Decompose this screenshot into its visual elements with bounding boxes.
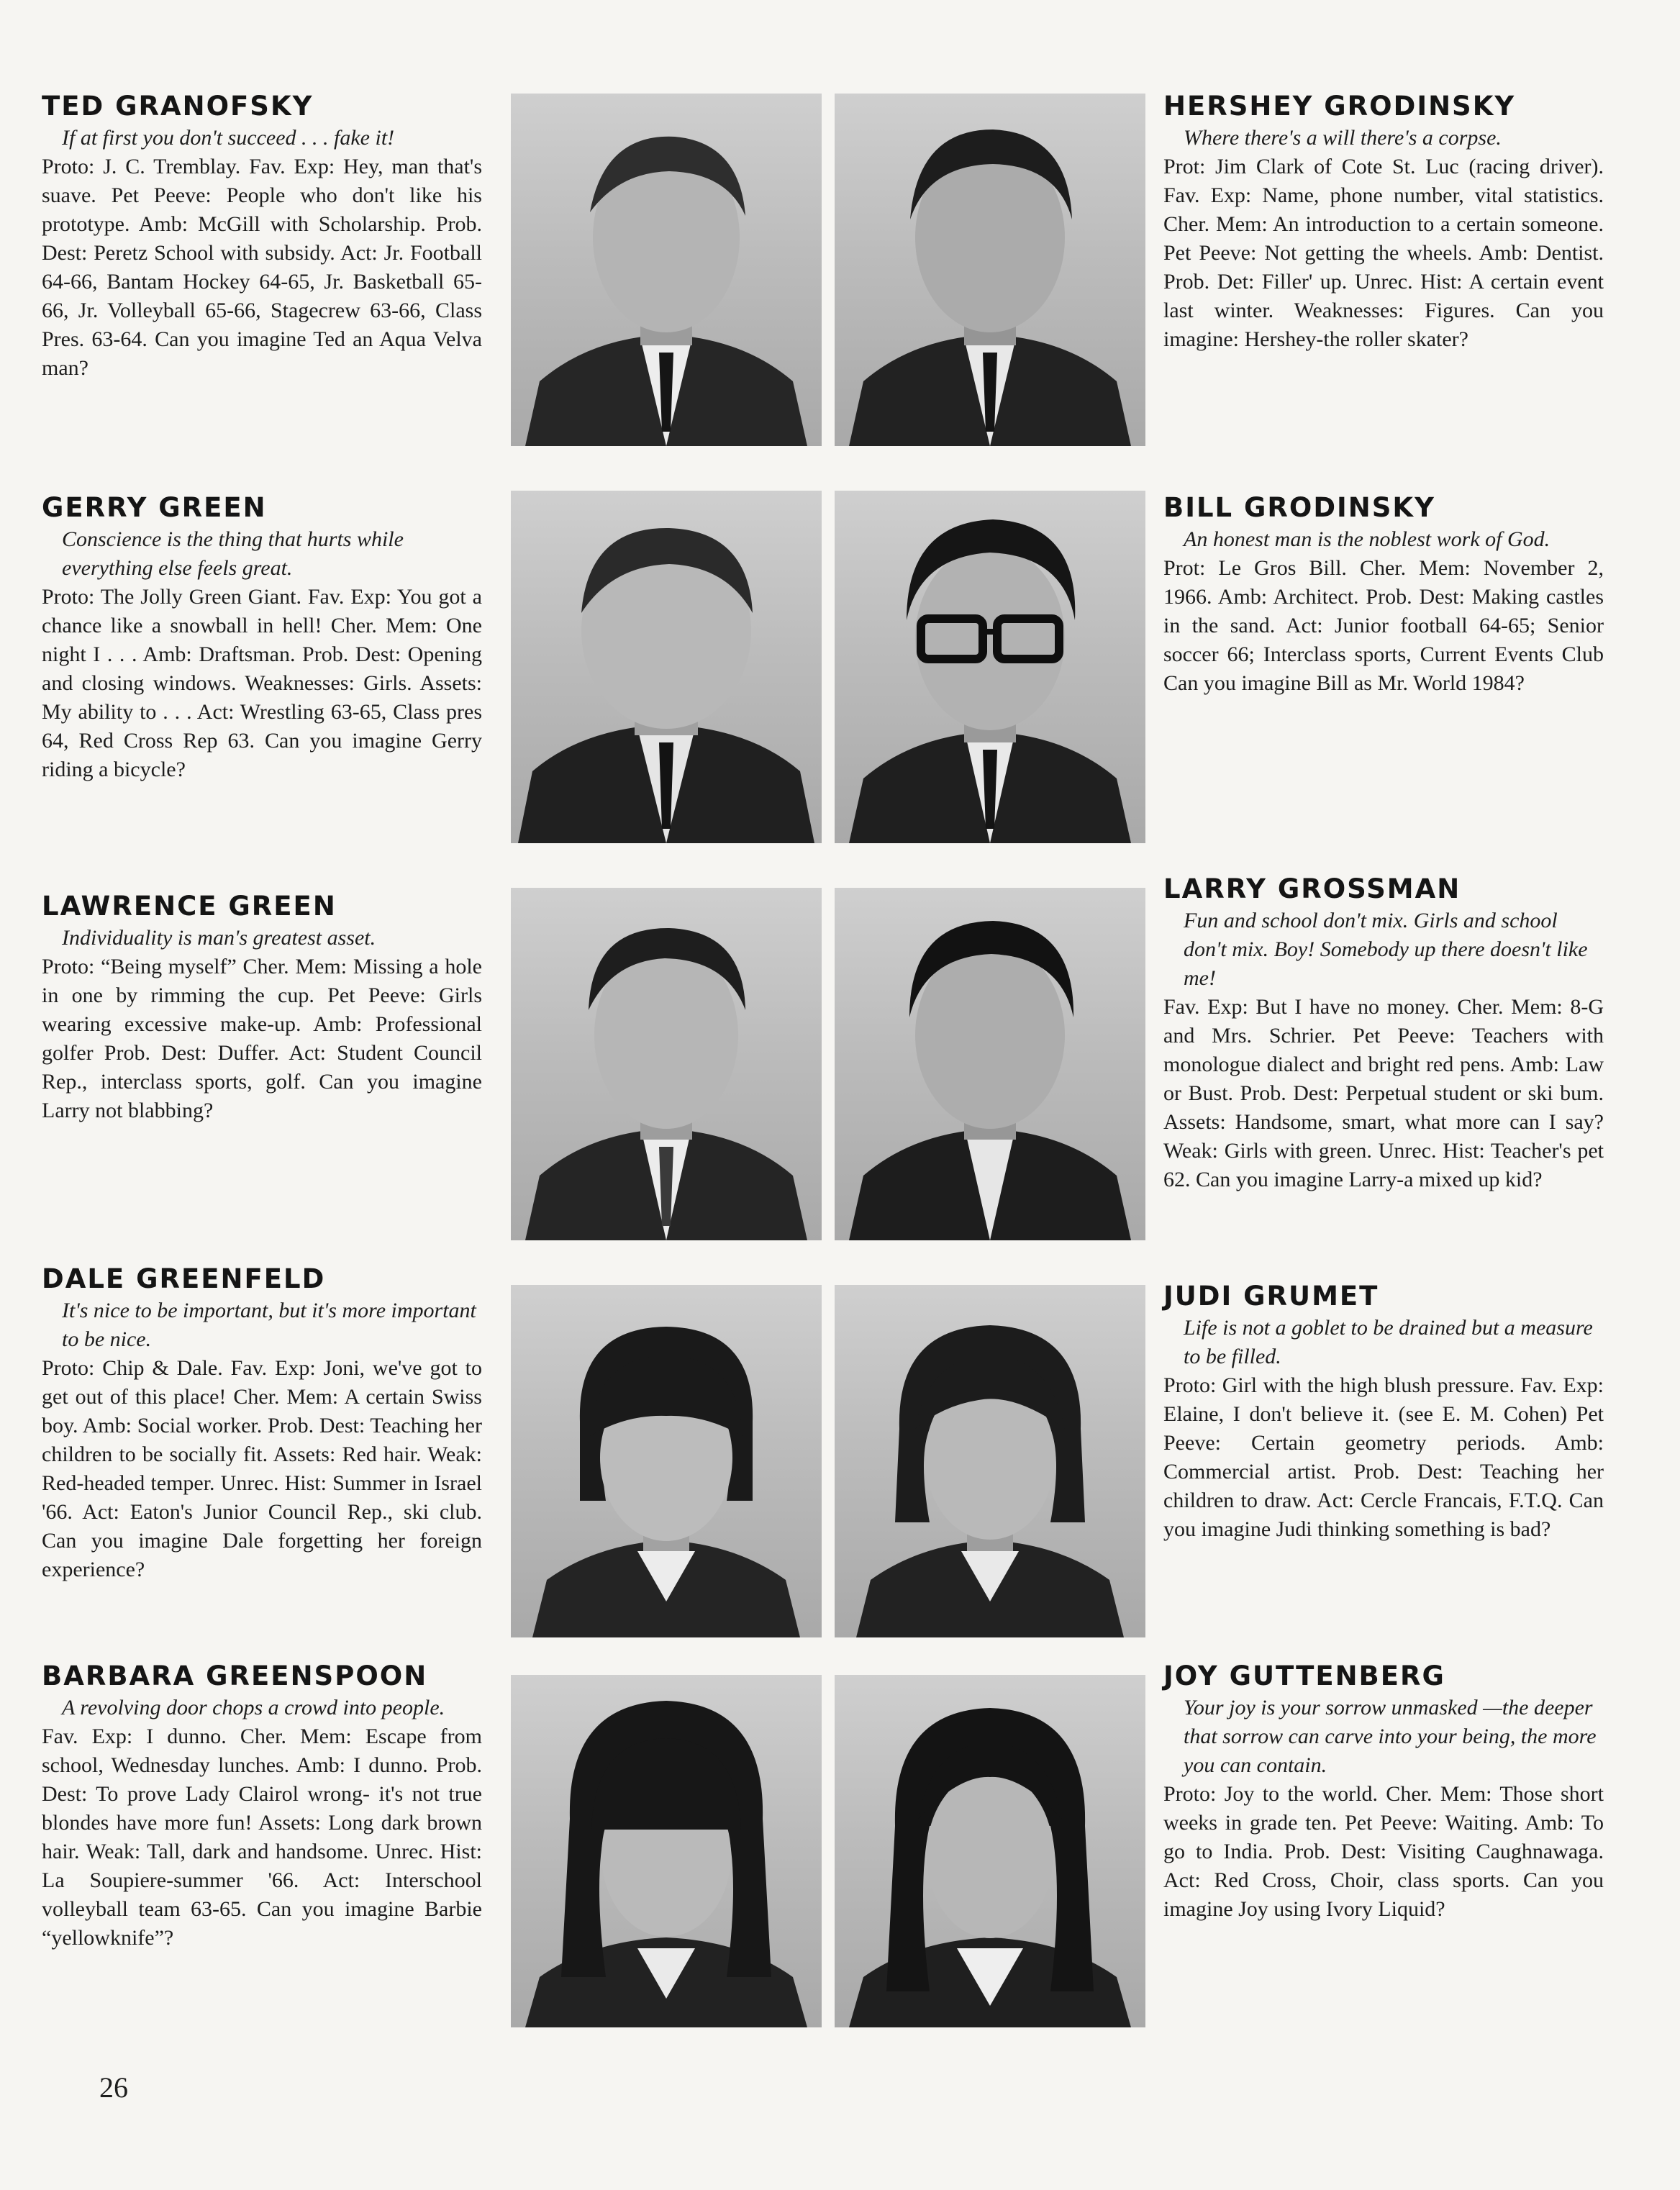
student-name: JUDI GRUMET bbox=[1163, 1281, 1379, 1312]
student-bio: Proto: Girl with the high blush pressure. Fav. Exp: Elaine, I don't believe it. (see E. M. Cohen) Pet Peeve: Certain geometry periods. Amb: Commercial artist. Prob. Dest: Teaching her children to draw. Act: Cercle Francais, F.T.Q. Can you imagine Judi thinking something is bad? bbox=[1163, 1373, 1604, 1541]
student-bio: Fav. Exp: I dunno. Cher. Mem: Escape from school, Wednesday lunches. Amb: I dunno. Prob. Dest: To prove Lady Clairol wrong- it's not true blondes have more fun! Assets: Long dark brown hair. Weak: Tall, dark and handsome. Unrec. Hist: La Soupiere-summer '66. Act: Interschool volleyball team 63-65. Can you imagine Barbie “yellowknife”? bbox=[42, 1725, 482, 1950]
student-name: HERSHEY GRODINSKY bbox=[1163, 91, 1516, 122]
student-quote: It's nice to be important, but it's more important to be nice. bbox=[62, 1299, 476, 1351]
student-quote: An honest man is the noblest work of God. bbox=[1184, 527, 1550, 551]
portrait-photo-hershey-grodinsky bbox=[835, 94, 1145, 446]
student-quote: Individuality is man's greatest asset. bbox=[62, 926, 376, 950]
student-bio: Fav. Exp: But I have no money. Cher. Mem: 8-G and Mrs. Schrier. Pet Peeve: Teachers with monologue dialect and bright red pens. Amb: Law or Bust. Prob. Dest: Perpetual student or ski bum. Assets: Handsome, smart, what more can I say? Weak: Girls with green. Unrec. Hist: Teacher's pet 62. Can you imagine Larry-a mixed up kid? bbox=[1163, 995, 1604, 1191]
entry-joy-guttenberg bbox=[1163, 1660, 1604, 1924]
student-name: GERRY GREEN bbox=[42, 492, 267, 523]
entry-lawrence-green bbox=[42, 891, 482, 1125]
student-quote: Fun and school don't mix. Girls and school don't mix. Boy! Somebody up there doesn't like me! bbox=[1184, 909, 1588, 990]
portrait-photo-gerry-green bbox=[511, 491, 822, 843]
student-bio: Prot: Le Gros Bill. Cher. Mem: November 2, 1966. Amb: Architect. Prob. Dest: Making castles in the sand. Act: Junior football 64-65; Senior soccer 66; Interclass sports, Current Events Club Can you imagine Bill as Mr. World 1984? bbox=[1163, 556, 1604, 695]
student-name: LARRY GROSSMAN bbox=[1163, 873, 1461, 904]
student-bio: Proto: “Being myself” Cher. Mem: Missing a hole in one by rimming the cup. Pet Peeve: Girls wearing excessive make-up. Amb: Professional golfer Prob. Dest: Duffer. Act: Student Council Rep., interclass sports, golf. Can you imagine Larry not blabbing? bbox=[42, 955, 482, 1122]
student-quote: If at first you don't succeed . . . fake it! bbox=[62, 126, 395, 150]
student-quote: Where there's a will there's a corpse. bbox=[1184, 126, 1502, 150]
entry-hershey-grodinsky bbox=[1163, 91, 1604, 354]
student-bio: Proto: Joy to the world. Cher. Mem: Those short weeks in grade ten. Pet Peeve: Waiting. Amb: To go to India. Prob. Dest: Visiting Caughnawaga. Act: Red Cross, Choir, class sports. Can you imagine Joy using Ivory Liquid? bbox=[1163, 1782, 1604, 1921]
student-quote: Your joy is your sorrow unmasked —the deeper that sorrow can carve into your being, the more you can contain. bbox=[1184, 1696, 1597, 1777]
portrait-photo-judi-grumet bbox=[835, 1285, 1145, 1637]
entry-bill-grodinsky bbox=[1163, 492, 1604, 698]
student-quote: A revolving door chops a crowd into people. bbox=[62, 1696, 445, 1719]
entry-gerry-green bbox=[42, 492, 482, 784]
page-number: 26 bbox=[99, 2071, 128, 2104]
student-name: BARBARA GREENSPOON bbox=[42, 1660, 428, 1691]
student-name: JOY GUTTENBERG bbox=[1163, 1660, 1445, 1691]
student-bio: Proto: The Jolly Green Giant. Fav. Exp: You got a chance like a snowball in hell! Cher. Mem: One night I . . . Amb: Draftsman. Prob. Dest: Opening and closing windows. Weaknesses: Girls. Assets: My ability to . . . Act: Wrestling 63-65, Class pres 64, Red Cross Rep 63. Can you imagine Gerry riding a bicycle? bbox=[42, 585, 482, 781]
portrait-photo-bill-grodinsky bbox=[835, 491, 1145, 843]
portrait-photo-ted-granofsky bbox=[511, 94, 822, 446]
portrait-photo-joy-guttenberg bbox=[835, 1675, 1145, 2027]
portrait-photo-lawrence-green bbox=[511, 888, 822, 1240]
student-quote: Life is not a goblet to be drained but a measure to be filled. bbox=[1184, 1316, 1593, 1368]
student-bio: Proto: Chip & Dale. Fav. Exp: Joni, we've got to get out of this place! Cher. Mem: A certain Swiss boy. Amb: Social worker. Prob. Dest: Teaching her children to be socially fit. Assets: Red hair. Weak: Red-headed temper. Unrec. Hist: Summer in Israel '66. Act: Eaton's Junior Council Rep., ski club. Can you imagine Dale forgetting her foreign experience? bbox=[42, 1356, 482, 1581]
entry-barbara-greenspoon bbox=[42, 1660, 482, 1953]
portrait-photo-larry-grossman bbox=[835, 888, 1145, 1240]
student-name: DALE GREENFELD bbox=[42, 1263, 326, 1294]
student-bio: Proto: J. C. Tremblay. Fav. Exp: Hey, man that's suave. Pet Peeve: People who don't like his prototype. Amb: McGill with Scholarship. Prob. Dest: Peretz School with subsidy. Act: Jr. Football 64-66, Bantam Hockey 64-65, Jr. Basketball 65-66, Jr. Volleyball 65-66, Stagecrew 63-66, Class Pres. 63-64. Can you imagine Ted an Aqua Velva man? bbox=[42, 155, 482, 380]
entry-larry-grossman bbox=[1163, 873, 1604, 1194]
entry-dale-greenfeld bbox=[42, 1263, 482, 1584]
student-name: TED GRANOFSKY bbox=[42, 91, 314, 122]
entry-judi-grumet bbox=[1163, 1281, 1604, 1544]
portrait-photo-barbara-greenspoon bbox=[511, 1675, 822, 2027]
student-name: LAWRENCE GREEN bbox=[42, 891, 337, 922]
entry-ted-granofsky bbox=[42, 91, 482, 383]
student-quote: Conscience is the thing that hurts while everything else feels great. bbox=[62, 527, 404, 580]
student-bio: Prot: Jim Clark of Cote St. Luc (racing driver). Fav. Exp: Name, phone number, vital statistics. Cher. Mem: An introduction to a certain someone. Pet Peeve: Not getting the wheels. Amb: Dentist. Prob. Det: Filler' up. Unrec. Hist: A certain event last winter. Weaknesses: Figures. Can you imagine: Hershey-the roller skater? bbox=[1163, 155, 1604, 351]
student-name: BILL GRODINSKY bbox=[1163, 492, 1435, 523]
portrait-photo-dale-greenfeld bbox=[511, 1285, 822, 1637]
